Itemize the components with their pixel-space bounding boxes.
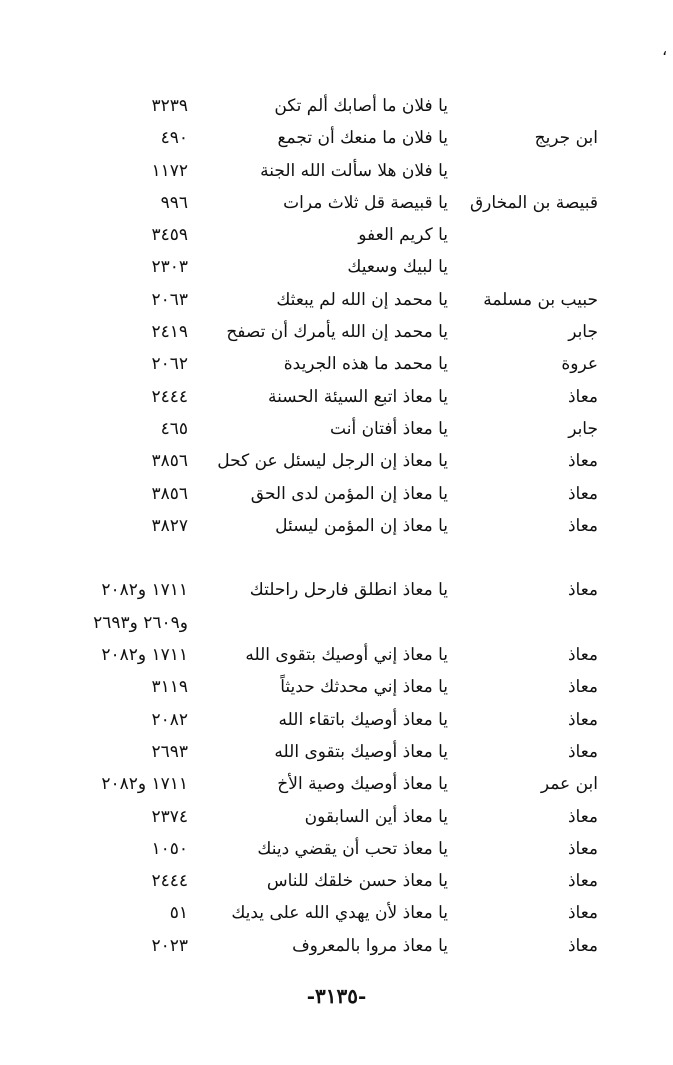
narrator-cell: معاذ [567,386,598,407]
narrator-cell: ابن عمر [540,774,598,795]
index-row [0,447,673,479]
narrator-cell: قبيصة بن المخارق [469,192,598,213]
refs-cell: ٢٤٤٤ [151,871,188,892]
index-row [0,835,673,867]
index-row [0,932,673,964]
narrator-cell: معاذ [567,741,598,762]
phrase-cell: يا معاذ أوصيك بتقوى الله [274,741,448,762]
refs-cell: ٣٨٢٧ [151,515,188,536]
refs-cell: ٢٤٤٤ [151,386,188,407]
refs-cell: ١٠٥٠ [151,838,188,859]
phrase-cell: يا معاذ إن الرجل ليسئل عن كحل [217,451,448,472]
phrase-cell: يا معاذ أفتان أنت [330,418,448,439]
row-spacer [0,544,673,576]
narrator-cell: عروة [561,354,598,375]
index-row [0,867,673,899]
narrator-cell: معاذ [567,580,598,601]
phrase-cell: يا كريم العفو [358,225,448,246]
phrase-cell: يا معاذ أين السابقون [304,806,448,827]
narrator-cell: معاذ [567,451,598,472]
phrase-cell: يا فلان ما منعك أن تجمع [277,128,448,149]
index-row [0,576,673,608]
phrase-cell: يا معاذ إن المؤمن لدى الحق [250,483,448,504]
phrase-cell: يا فلان ما أصابك ألم تكن [274,96,448,116]
phrase-cell: يا قبيصة قل ثلاث مرات [283,192,448,213]
narrator-cell: معاذ [567,838,598,859]
narrator-cell: معاذ [567,515,598,536]
refs-cell: ٣٢٣٩ [151,96,188,116]
phrase-cell: يا معاذ حسن خلقك للناس [266,871,448,892]
index-row [0,157,673,189]
refs-cell: ٣٨٥٦ [151,451,188,472]
phrase-cell: يا محمد إن الله يأمرك أن تصفح [226,322,448,343]
refs-cell: ٢٠٢٣ [151,935,188,956]
index-row [0,673,673,705]
phrase-cell: يا معاذ إني محدثك حديثاً [280,677,448,698]
index-row [0,512,673,544]
index-row [0,189,673,221]
phrase-cell: يا معاذ لأن يهدي الله على يديك [231,903,448,924]
narrator-cell: معاذ [567,645,598,666]
phrase-cell: يا محمد إن الله لم يبعثك [276,289,448,310]
refs-cell: ٩٩٦ [160,192,188,213]
refs-cell: ١٧١١ و٢٠٨٢ [101,774,188,795]
phrase-cell: يا معاذ إني أوصيك بتقوى الله [245,645,448,666]
index-row [0,350,673,382]
index-row [0,770,673,802]
refs-cell: ٢٣٠٣ [151,257,188,278]
refs-cell: و٢٦٠٩ و٢٦٩٣ [93,612,188,633]
refs-cell: ٣٨٥٦ [151,483,188,504]
index-row [0,286,673,318]
refs-cell: ٤٩٠ [160,128,188,149]
index-row [0,318,673,350]
index-row [0,124,673,156]
index-row [0,383,673,415]
index-row [0,480,673,512]
phrase-cell: يا معاذ اتبع السيئة الحسنة [268,386,448,407]
refs-cell: ١١٧٢ [151,160,188,181]
refs-cell: ٣١١٩ [151,677,188,698]
narrator-cell: معاذ [567,871,598,892]
refs-cell: ٢٠٦٢ [151,354,188,375]
index-row [0,899,673,931]
index-row [0,706,673,738]
index-row [0,641,673,673]
phrase-cell: يا معاذ تحب أن يقضي دينك [257,838,448,859]
narrator-cell: معاذ [567,806,598,827]
phrase-cell: يا معاذ أوصيك باتقاء الله [278,709,448,730]
narrator-cell: ابن جريج [534,128,598,149]
narrator-cell: جابر [568,418,598,439]
phrase-cell: يا معاذ انطلق فارحل راحلتك [249,580,448,601]
narrator-cell: معاذ [567,935,598,956]
refs-cell: ١٧١١ و٢٠٨٢ [101,645,188,666]
refs-cell: ٢٦٩٣ [151,741,188,762]
narrator-cell: معاذ [567,483,598,504]
narrator-cell: معاذ [567,677,598,698]
refs-cell: ٣٤٥٩ [151,225,188,246]
index-row [0,738,673,770]
phrase-cell: يا محمد ما هذه الجريدة [283,354,448,375]
phrase-cell: يا معاذ إن المؤمن ليسئل [275,515,448,536]
refs-cell: ٥١ [169,903,188,924]
index-row [0,92,673,124]
refs-cell: ١٧١١ و٢٠٨٢ [101,580,188,601]
corner-mark: ، [662,40,668,59]
phrase-cell: يا معاذ مروا بالمعروف [292,935,448,956]
index-row [0,609,673,641]
narrator-cell: معاذ [567,709,598,730]
index-row [0,221,673,253]
phrase-cell: يا لبيك وسعيك [347,257,448,278]
refs-cell: ٢٠٨٢ [151,709,188,730]
refs-cell: ٢٠٦٣ [151,289,188,310]
refs-cell: ٢٣٧٤ [151,806,188,827]
narrator-cell: حبيب بن مسلمة [483,289,598,310]
refs-cell: ٤٦٥ [160,418,188,439]
index-row [0,253,673,285]
refs-cell: ٢٤١٩ [151,322,188,343]
index-row [0,803,673,835]
narrator-cell: جابر [568,322,598,343]
phrase-cell: يا معاذ أوصيك وصية الأخ [277,774,448,795]
phrase-cell: يا فلان هلا سألت الله الجنة [260,160,448,181]
narrator-cell: معاذ [567,903,598,924]
page-number: -٣١٣٥- [306,984,367,1008]
index-list [0,92,673,964]
index-row [0,415,673,447]
